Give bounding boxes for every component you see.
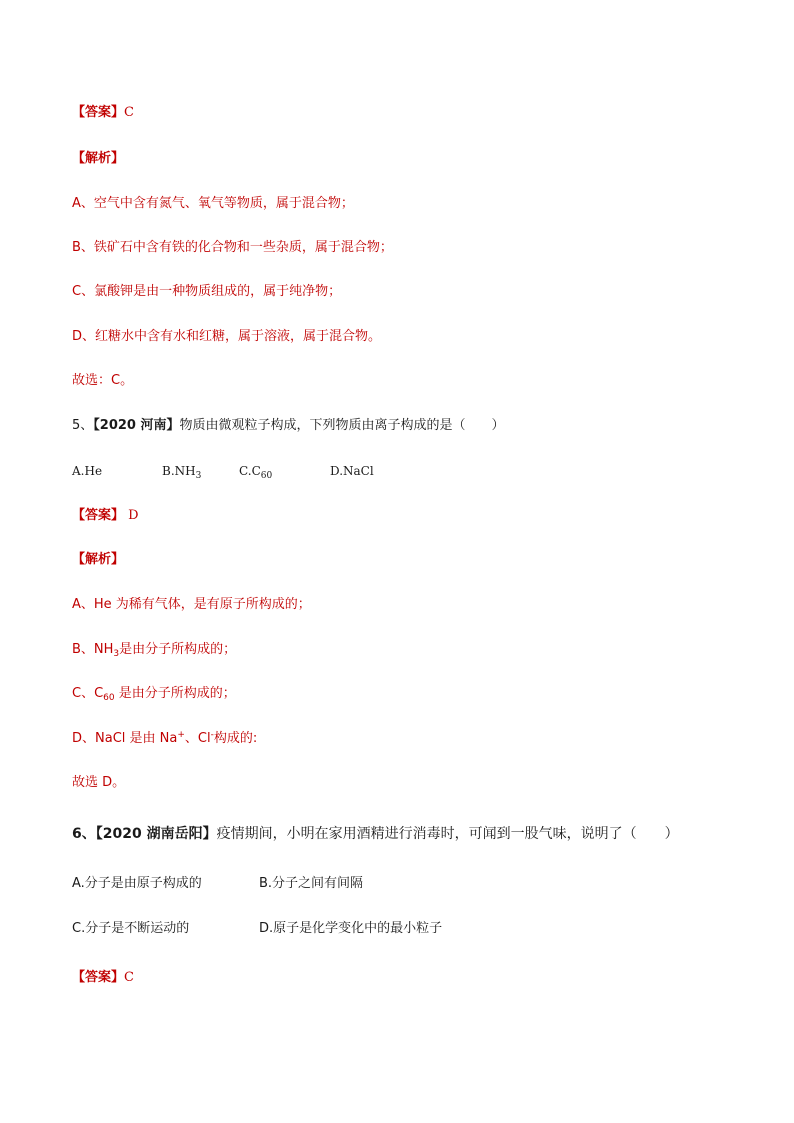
analysis-item-c: C、氯酸钾是由一种物质组成的，属于纯净物； <box>72 284 342 299</box>
option-c: C.分子是不断运动的 <box>72 921 190 936</box>
analysis-label: 【解析】 <box>72 151 125 166</box>
analysis-label: 【解析】 <box>72 552 125 567</box>
analysis-item-b: B、铁矿石中含有铁的化合物和一些杂质，属于混合物； <box>72 240 393 255</box>
analysis-conclusion: 故选 D。 <box>72 775 126 790</box>
option-c-text: C.C <box>239 464 261 478</box>
answer-value: C <box>124 105 134 120</box>
answer-value: D <box>128 508 139 523</box>
analysis-d-middle: 、Cl <box>184 731 211 746</box>
analysis-c-suffix: 是由分子所构成的； <box>114 686 236 701</box>
analysis-d-prefix: D、NaCl 是由 Na <box>72 731 178 746</box>
option-b: B.分子之间有间隔 <box>259 876 364 891</box>
question-6-options-row-1 <box>72 875 363 893</box>
analysis-c-prefix: C、C <box>72 686 104 701</box>
question-stem: 疫情期间，小明在家用酒精进行消毒时，可闻到一股气味，说明了（ ） <box>216 826 679 842</box>
answer-line <box>72 507 139 525</box>
analysis-conclusion: 故选：C。 <box>72 373 134 388</box>
option-d: D.原子是化学变化中的最小粒子 <box>259 921 443 936</box>
analysis-c-subscript: 60 <box>103 693 115 703</box>
question-number: 6、 <box>72 826 96 842</box>
option-c <box>239 462 330 480</box>
answer-value: C <box>124 970 134 985</box>
analysis-b-subscript: 3 <box>113 649 120 659</box>
option-a: A.He <box>72 464 103 478</box>
analysis-b-prefix: B、NH <box>72 642 114 657</box>
question-5 <box>72 417 505 435</box>
analysis-item-d <box>72 730 257 748</box>
analysis-d-superscript-2: - <box>210 730 214 740</box>
option-d: D.NaCl <box>330 464 374 478</box>
option-b-subscript: 3 <box>195 471 202 481</box>
analysis-d-superscript-1: + <box>177 730 185 740</box>
analysis-item-a: A、He 为稀有气体，是有原子所构成的； <box>72 597 311 612</box>
question-tag: 【2020 湖南岳阳】 <box>95 826 217 842</box>
analysis-item-d: D、红糖水中含有水和红糖，属于溶液，属于混合物。 <box>72 329 382 344</box>
question-6 <box>72 825 679 843</box>
answer-line <box>72 104 134 122</box>
analysis-item-a: A、空气中含有氮气、氧气等物质，属于混合物； <box>72 196 354 211</box>
option-c-subscript: 60 <box>260 471 273 481</box>
option-b <box>162 462 239 480</box>
option-a: A.分子是由原子构成的 <box>72 876 202 891</box>
answer-line <box>72 969 134 987</box>
analysis-item-c <box>72 685 236 703</box>
question-6-options-row-2 <box>72 920 442 938</box>
analysis-item-b <box>72 641 236 659</box>
answer-label: 【答案】 <box>72 105 125 120</box>
analysis-b-suffix: 是由分子所构成的； <box>119 642 237 657</box>
question-5-options <box>72 462 374 480</box>
question-number: 5、 <box>72 418 94 433</box>
question-stem: 物质由微观粒子构成，下列物质由离子构成的是（ ） <box>179 418 505 433</box>
question-tag: 【2020 河南】 <box>93 418 180 433</box>
answer-label: 【答案】 <box>72 508 125 523</box>
option-b-text: B.NH <box>162 464 196 478</box>
answer-label: 【答案】 <box>72 970 125 985</box>
analysis-d-suffix: 构成的: <box>213 731 258 746</box>
